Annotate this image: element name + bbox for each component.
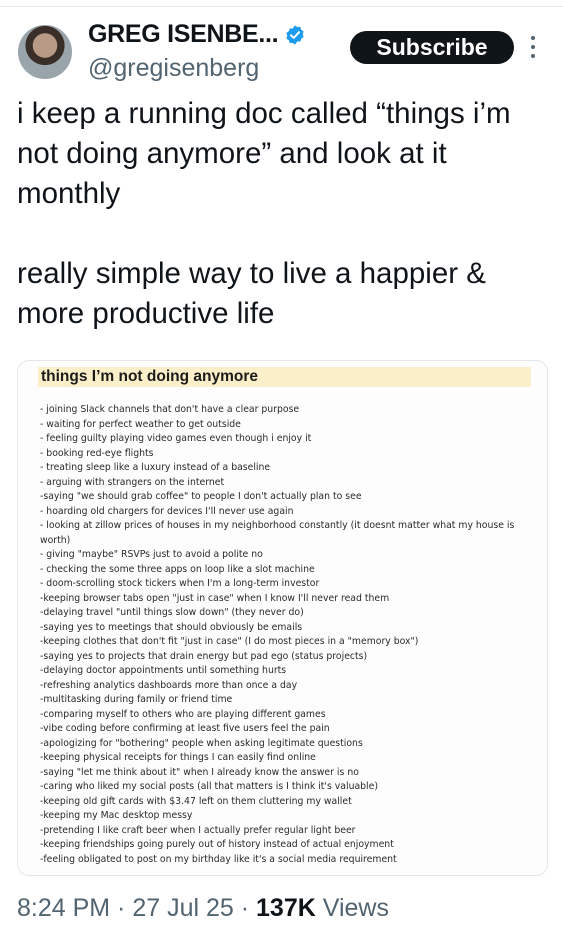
doc-list-item: -saying yes to meetings that should obviously be emails <box>40 621 303 633</box>
doc-list-item: -keeping my Mac desktop messy <box>40 810 193 821</box>
doc-list-item: - feeling guilty playing video games even though i enjoy it <box>40 433 312 444</box>
doc-list-item: -multitasking during family or friend time <box>40 694 233 705</box>
profile-avatar[interactable] <box>18 25 72 79</box>
more-dot <box>531 54 535 58</box>
doc-list-item: -feeling obligated to post on my birthday like it's a social media requirement <box>40 853 397 865</box>
doc-list-item: -pretending I like craft beer when I actually prefer regular light beer <box>40 824 356 836</box>
doc-list-item: -saying "we should grab coffee" to people I don't actually plan to see <box>40 491 362 502</box>
doc-list-item: -refreshing analytics dashboards more than once a day <box>40 679 298 691</box>
doc-list-item: -keeping browser tabs open "just in case" when I know I'll never read them <box>40 592 390 604</box>
verified-badge-icon <box>284 24 306 46</box>
doc-list-item: -saying "let me think about it" when I already know the answer is no <box>40 766 359 778</box>
doc-title: things I’m not doing anymore <box>38 367 531 387</box>
author-name-row <box>88 20 306 49</box>
doc-list-item: -saying yes to projects that drain energy but pad ego (status projects) <box>40 650 368 662</box>
tweet-date[interactable]: 27 Jul 25 <box>132 894 234 922</box>
doc-list-item: - doom-scrolling stock tickers when I'm a long-term investor <box>40 578 320 589</box>
doc-list-item: -vibe coding before confirming at least five users feel the pain <box>40 723 330 734</box>
doc-list-item: -keeping old gift cards with $3.47 left on them cluttering my wallet <box>40 795 352 807</box>
doc-list-item: -delaying travel "until things slow down" (they never do) <box>40 607 304 618</box>
doc-list-item: - waiting for perfect weather to get outside <box>40 418 241 430</box>
more-dot <box>531 36 535 40</box>
doc-list-item: - arguing with strangers on the internet <box>40 476 225 488</box>
doc-list-item: - looking at zillow prices of houses in my neighborhood constantly (it doesnt matter what my house is worth) <box>40 520 518 546</box>
doc-list-item: - hoarding old chargers for devices I'll never use again <box>40 505 294 517</box>
doc-list-item: -comparing myself to others who are playing different games <box>40 708 326 720</box>
doc-list-item: -apologizing for "bothering" people when asking legitimate questions <box>40 737 363 749</box>
more-options-icon[interactable] <box>527 36 539 58</box>
doc-list-item: -keeping friendships going purely out of history instead of actual enjoyment <box>40 839 394 850</box>
doc-list <box>40 403 540 867</box>
top-divider <box>0 6 563 7</box>
doc-list-item: -caring who liked my social posts (all that matters is I think it's valuable) <box>40 781 378 792</box>
doc-list-item: -delaying doctor appointments until something hurts <box>40 665 287 676</box>
doc-list-item: - booking red-eye flights <box>40 447 154 459</box>
views-count: 137K <box>256 894 316 922</box>
more-dot <box>531 45 535 49</box>
meta-separator: · <box>233 894 257 922</box>
attached-image[interactable] <box>17 360 548 876</box>
doc-list-item: - joining Slack channels that don't have a clear purpose <box>40 404 300 415</box>
views-label: Views <box>322 894 389 922</box>
author-display-name[interactable]: GREG ISENBE... <box>88 20 279 48</box>
subscribe-button[interactable]: Subscribe <box>350 31 514 64</box>
tweet-text: i keep a running doc called “things i’m not doing anymore” and look at it monthly really simple way to live a happier & more productive life <box>17 97 511 330</box>
author-handle[interactable]: @gregisenberg <box>88 54 260 82</box>
doc-list-item: -keeping physical receipts for things I can easily find online <box>40 752 316 763</box>
tweet-time[interactable]: 8:24 PM <box>17 894 111 922</box>
doc-list-item: - checking the some three apps on loop like a slot machine <box>40 563 315 575</box>
meta-separator: · <box>110 894 133 922</box>
doc-list-item: -keeping clothes that don't fit "just in case" (I do most pieces in a "memory box") <box>40 636 419 647</box>
tweet-meta <box>17 894 389 923</box>
doc-list-item: - treating sleep like a luxury instead of a baseline <box>40 462 271 473</box>
doc-list-item: - giving "maybe" RSVPs just to avoid a polite no <box>40 549 263 560</box>
